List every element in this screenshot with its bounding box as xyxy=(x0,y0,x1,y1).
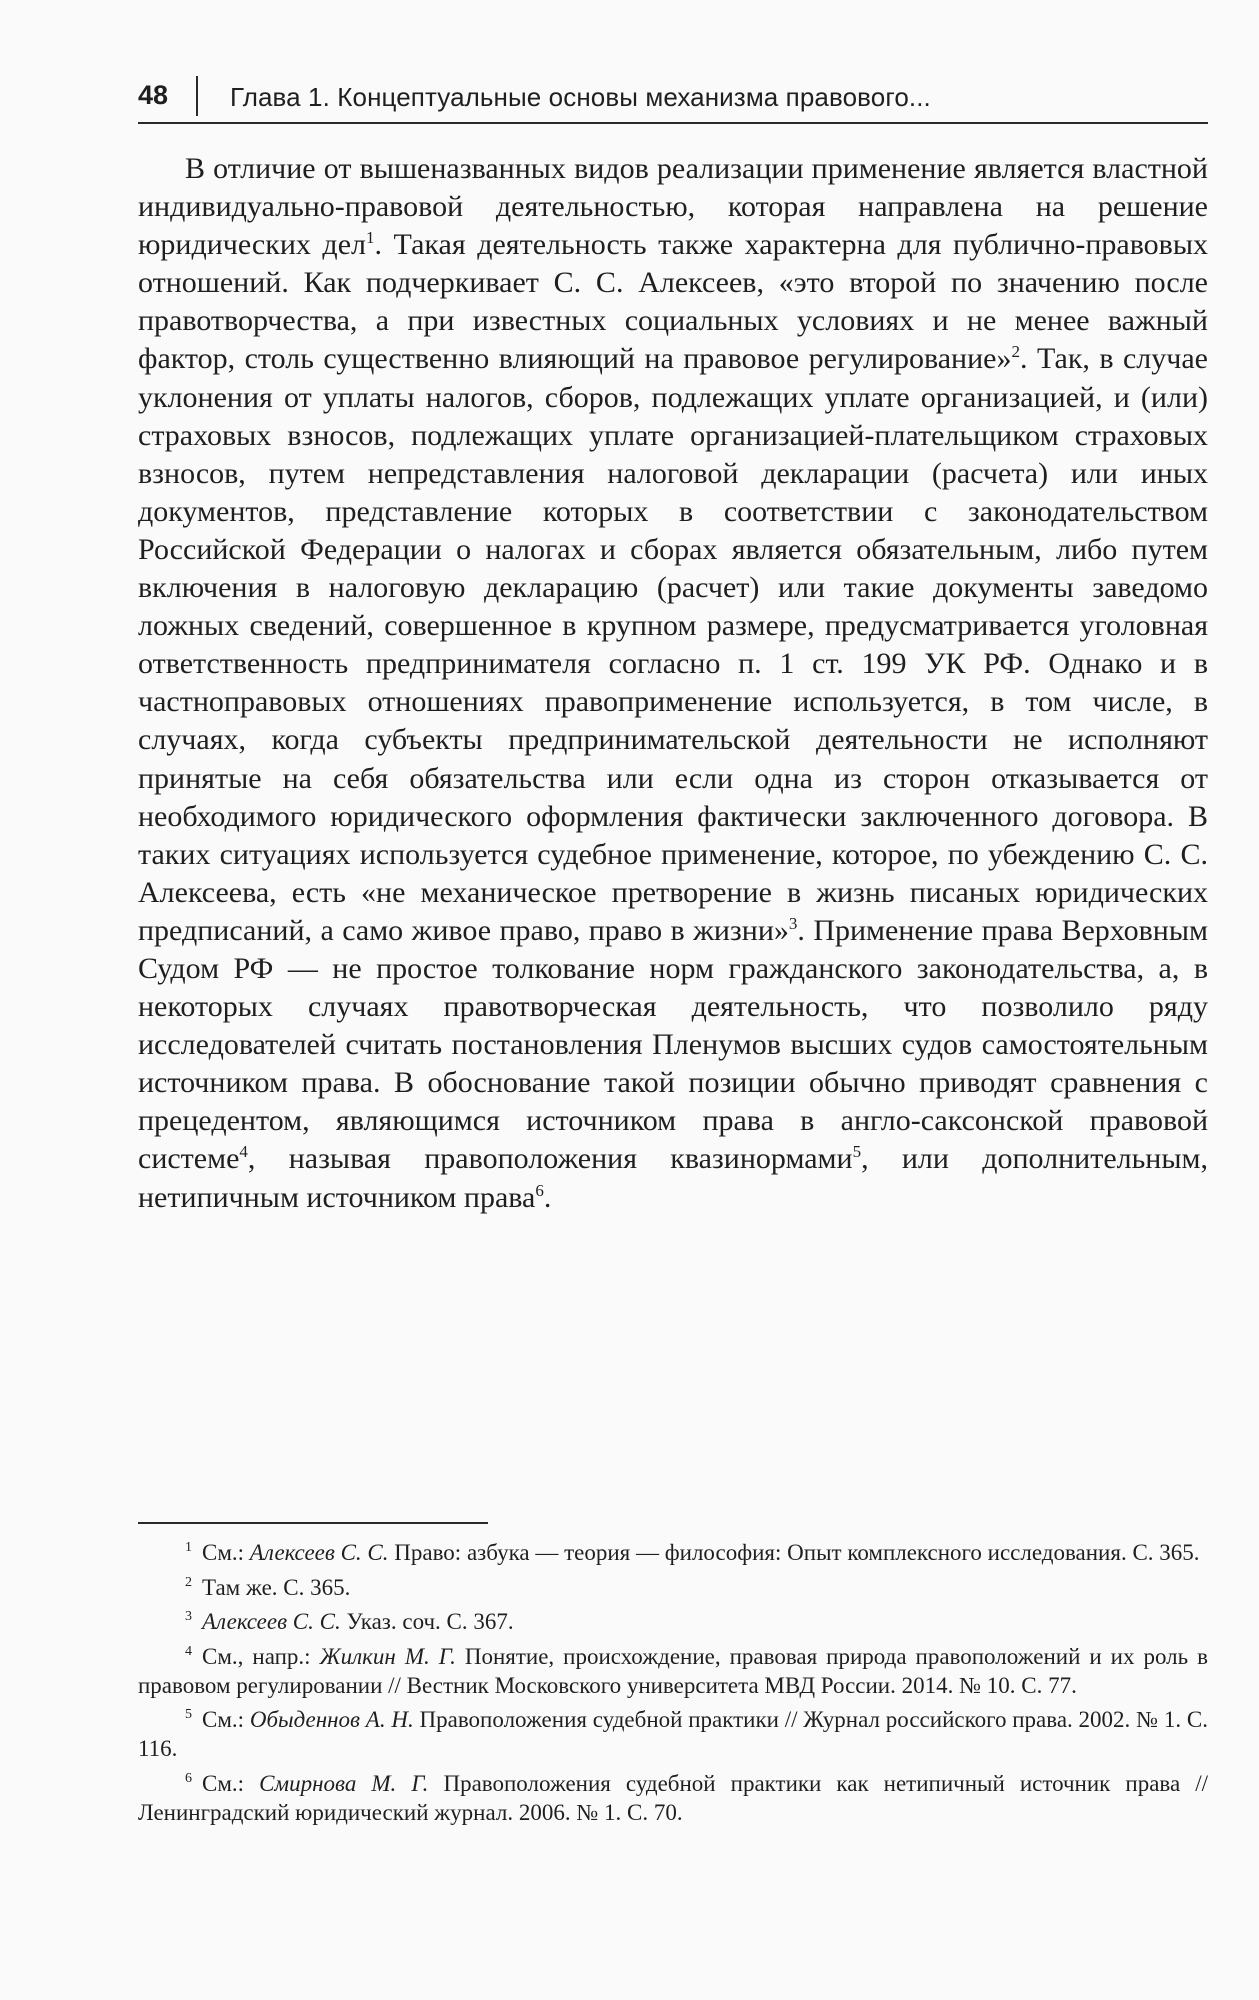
footnote-author: Обыденнов А. Н. xyxy=(249,1707,414,1732)
page-number: 48 xyxy=(138,80,169,110)
footnotes xyxy=(138,1538,1208,1832)
footnote-prefix: См.: xyxy=(202,1707,250,1732)
footnote xyxy=(138,1573,1208,1602)
footnote-ref[interactable]: 5 xyxy=(852,1142,862,1162)
text-segment: . Такая деятельность также характерна для публично-правовых отношений. Как подчеркивает С. С. Алексеев, «это второй по значению после правотворчества, а при известных социальных условиях и не менее важный фактор, столь существенно влияющий на правовое регулирование» xyxy=(138,228,1208,376)
footnote-number: 1 xyxy=(185,1540,192,1555)
footnote-author: Смирнова М. Г. xyxy=(259,1770,429,1796)
header-divider xyxy=(196,76,198,116)
footnote-text: Указ. соч. С. 367. xyxy=(340,1609,514,1634)
footnote-author: Жилкин М. Г. xyxy=(319,1643,456,1669)
footnote-text: Право: азбука — теория — философия: Опыт комплексного исследования. С. 365. xyxy=(388,1540,1200,1565)
paragraph xyxy=(138,150,1208,1217)
text-segment: , называя правоположения квазинормами xyxy=(247,1142,853,1176)
footnote-text: Понятие, происхождение, правовая природа правоположений и их роль в правовом регулировании // Вестник Московского университета МВД России. 2014. № 10. С. 77. xyxy=(138,1643,1209,1698)
footnote-number: 3 xyxy=(185,1609,192,1624)
footnote-prefix: См.: xyxy=(202,1540,250,1565)
footnote-number: 5 xyxy=(185,1707,192,1722)
text-segment: . Применение права Верховным Судом РФ — не простое толкование норм гражданского законодательства, а, в некоторых случаях правотворческая деятельность, что позволило ряду исследователей считать постановления Пленумов высших судов самостоятельным источником права. В обоснование такой позиции обычно приводят сравнения с прецедентом, являющимся источником права в англо-саксонской правовой системе xyxy=(138,913,1209,1176)
running-title: Глава 1. Концептуальные основы механизма правового... xyxy=(230,82,931,112)
footnote-number: 4 xyxy=(185,1643,192,1659)
text-segment: В отличие от вышеназванных видов реализации применение является властной индивидуально-правовой деятельностью, которая направлена на решение юридических дел xyxy=(138,152,1208,262)
footnote-ref[interactable]: 3 xyxy=(788,913,798,933)
text-segment: . xyxy=(543,1180,552,1214)
text-segment: , или дополнительным, нетипичным источником права xyxy=(138,1142,1208,1214)
footnote-text: Там же. С. 365. xyxy=(202,1574,351,1600)
footnote-text: Правоположения судебной практики как нетипичный источник права // Ленинградский юридический журнал. 2006. № 1. С. 70. xyxy=(138,1770,1208,1825)
footnote-author: Алексеев С. С. xyxy=(202,1609,341,1634)
footnote-prefix: См., напр.: xyxy=(202,1643,320,1669)
footnote-prefix: См.: xyxy=(202,1770,260,1796)
footnote-ref[interactable]: 2 xyxy=(1011,342,1020,362)
footnote-text: Правоположения судебной практики // Журнал российского права. 2002. № 1. С. 116. xyxy=(138,1707,1208,1761)
footnote-ref[interactable]: 6 xyxy=(535,1180,544,1200)
footnote xyxy=(138,1705,1208,1763)
footnote-ref[interactable]: 1 xyxy=(365,228,375,248)
footnote-number: 6 xyxy=(185,1770,192,1786)
footnote-ref[interactable]: 4 xyxy=(239,1142,248,1162)
text-segment: . Так, в случае уклонения от уплаты налогов, сборов, подлежащих уплате организацией, и (или) страховых взносов, подлежащих уплате организацией-плательщиком страховых взносов, путем непредставления налоговой декларации (расчета) или иных документов, представление которых в соответствии с законодательством Российской Федерации о налогах и сборах является обязательным, либо путем включения в налоговую декларацию (расчет) или такие документы заведомо ложных сведений, совершенное в крупном размере, предусматривается уголовная ответственность предпринимателя согласно п. 1 ст. 199 УК РФ. Однако и в частноправовых отношениях правоприменение используется, в том числе, в случаях, когда субъекты предпринимательской деятельности не исполняют принятые на себя обязательства или если одна из сторон отказывается от необходимого юридического оформления фактически заключенного договора. В таких ситуациях используется судебное применение, которое, по убеждению С. С. Алексеева, есть «не механическое претворение в жизнь писаных юридических предписаний, а само живое право, право в жизни» xyxy=(138,342,1208,947)
footnote xyxy=(138,1538,1208,1567)
footnote xyxy=(138,1769,1208,1827)
footnote xyxy=(138,1607,1208,1636)
footnote-number: 2 xyxy=(185,1574,192,1590)
footnote-separator xyxy=(138,1522,488,1524)
footnote xyxy=(138,1642,1208,1700)
running-header xyxy=(138,74,1208,124)
footnote-author: Алексеев С. С. xyxy=(249,1540,389,1565)
main-text xyxy=(138,150,1208,1217)
